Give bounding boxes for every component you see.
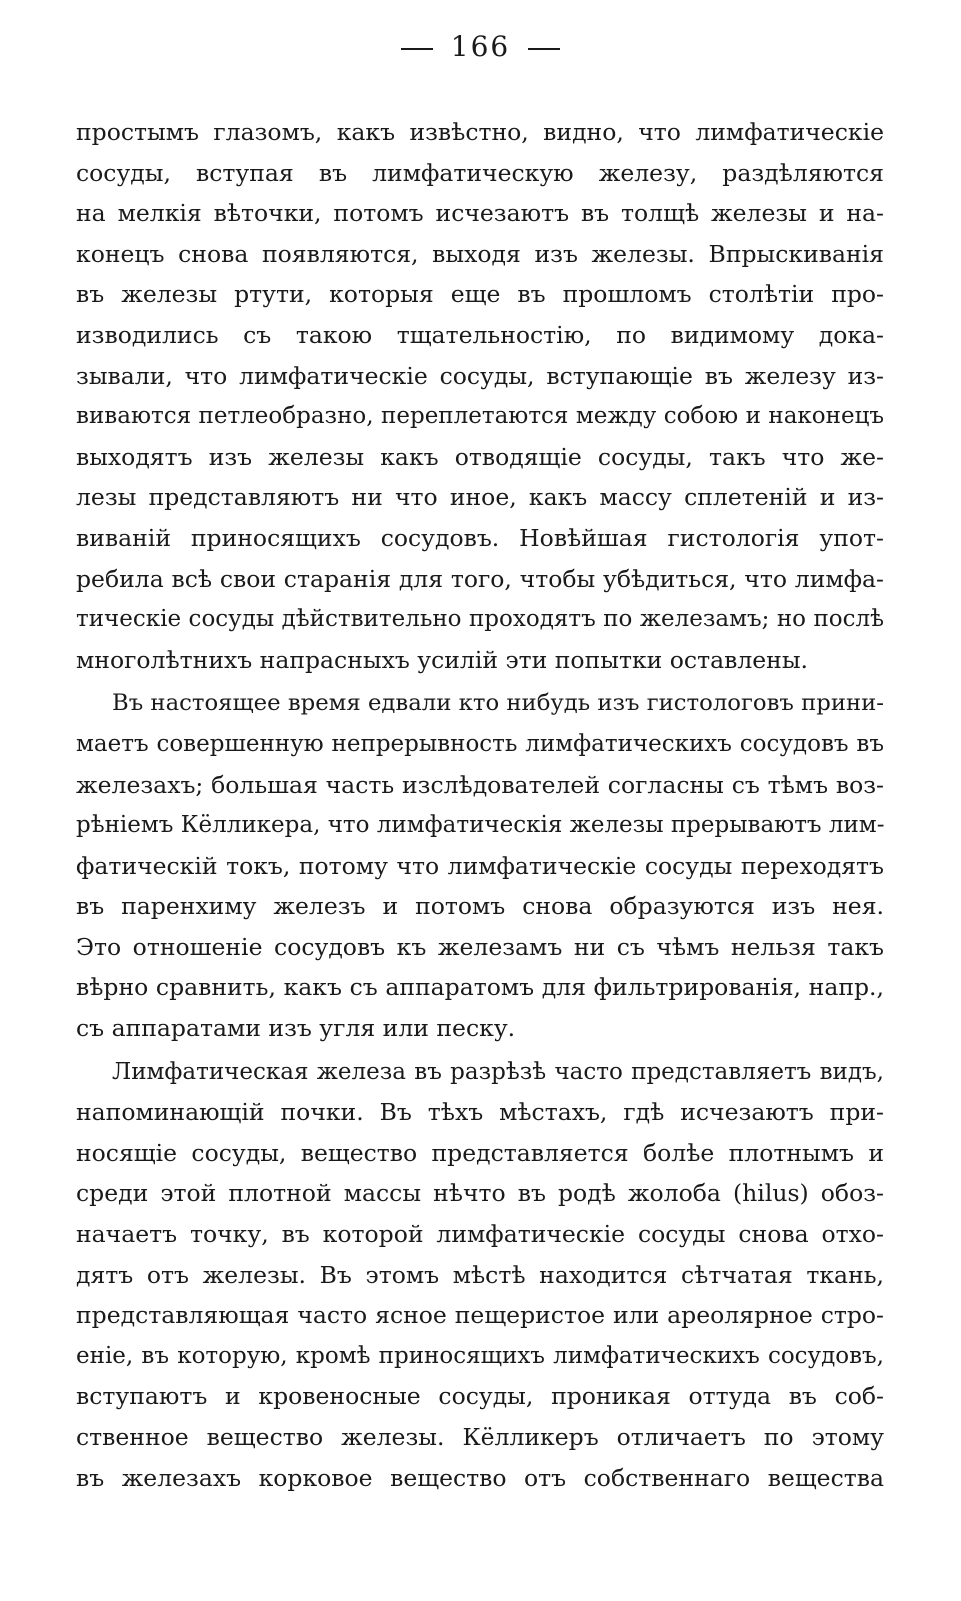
text-line: дятъ отъ железы. Въ этомъ мѣстѣ находится сѣтчатая ткань,	[76, 1260, 884, 1289]
text-line: конецъ снова появляются, выходя изъ железы. Впрыскиванія	[76, 239, 884, 268]
text-line: многолѣтнихъ напрасныхъ усилій эти попытки оставлены.	[76, 645, 808, 674]
text-line: носящіе сосуды, вещество представляется болѣе плотнымъ и	[76, 1138, 884, 1167]
text-line: представляющая часто ясное пещеристое или ареолярное стро-	[76, 1301, 884, 1330]
left-dash	[401, 48, 433, 50]
text-line: ственное вещество железы. Кёлликеръ отличаетъ по этому	[76, 1423, 884, 1451]
text-line: среди этой плотной массы нѣчто въ родѣ жолоба (hilus) обоз-	[76, 1179, 884, 1208]
text-line: начаетъ точку, въ которой лимфатическіе сосуды снова отхо-	[76, 1220, 884, 1249]
body-text	[76, 112, 884, 1498]
text-line: ребила всѣ свои старанія для того, чтобы убѣдиться, что лимфа-	[76, 564, 884, 593]
page-number: 166	[450, 30, 511, 63]
text-line: тическіе сосуды дѣйствительно проходятъ по железамъ; но послѣ	[76, 606, 884, 633]
text-line: сосуды, вступая въ лимфатическую железу, раздѣляются	[76, 158, 884, 187]
text-line: вступаютъ и кровеносные сосуды, проникая оттуда въ соб-	[76, 1382, 884, 1411]
text-line: маетъ совершенную непрерывность лимфатическихъ сосудовъ въ	[76, 730, 884, 757]
text-line: съ аппаратами изъ угля или песку.	[76, 1014, 516, 1043]
text-line: въ железахъ корковое вещество отъ собственнаго вещества	[76, 1463, 884, 1492]
text-line: виваній приносящихъ сосудовъ. Новѣйшая гистологія упот-	[76, 523, 884, 552]
text-line: вѣрно сравнить, какъ съ аппаратомъ для фильтрированія, напр.,	[76, 973, 884, 1002]
text-line: зывали, что лимфатическіе сосуды, вступающіе въ железу из-	[76, 361, 884, 390]
paragraph-3	[76, 1052, 884, 1499]
text-line: Въ настоящее время едвали кто нибудь изъ гистологовъ прини-	[112, 690, 884, 717]
text-line: напоминающій почки. Въ тѣхъ мѣстахъ, гдѣ исчезаютъ при-	[76, 1098, 884, 1127]
text-line: простымъ глазомъ, какъ извѣстно, видно, что лимфатическіе	[76, 118, 884, 146]
text-line: виваются петлеобразно, переплетаются между собою и наконецъ	[76, 403, 884, 430]
text-line: выходятъ изъ железы какъ отводящіе сосуды, такъ что же-	[76, 442, 884, 471]
text-line: еніе, въ которую, кромѣ приносящихъ лимфатическихъ сосудовъ,	[76, 1342, 884, 1369]
text-line: железахъ; большая часть изслѣдователей согласны съ тѣмъ воз-	[76, 770, 884, 799]
text-line: лезы представляютъ ни что иное, какъ массу сплетеній и из-	[76, 483, 884, 512]
text-line: Лимфатическая железа въ разрѣзѣ часто представляетъ видъ,	[112, 1058, 884, 1085]
text-line: фатическій токъ, потому что лимфатическіе сосуды переходятъ	[76, 851, 884, 880]
page-header	[0, 30, 961, 63]
text-line: Это отношеніе сосудовъ къ железамъ ни съ чѣмъ нельзя такъ	[76, 932, 884, 961]
paragraph-2	[76, 683, 884, 1048]
text-line: рѣніемъ Кёлликера, что лимфатическія железы прерываютъ лим-	[76, 812, 884, 839]
right-dash	[528, 48, 560, 50]
text-line: въ железы ртути, которыя еще въ прошломъ столѣтіи про-	[76, 280, 884, 309]
text-line: на мелкія вѣточки, потомъ исчезаютъ въ толщѣ железы и на-	[76, 199, 884, 228]
text-line: въ паренхиму железъ и потомъ снова образуются изъ нея.	[76, 892, 884, 921]
text-line: изводились съ такою тщательностію, по видимому дока-	[76, 320, 884, 349]
paragraph-1	[76, 112, 884, 680]
